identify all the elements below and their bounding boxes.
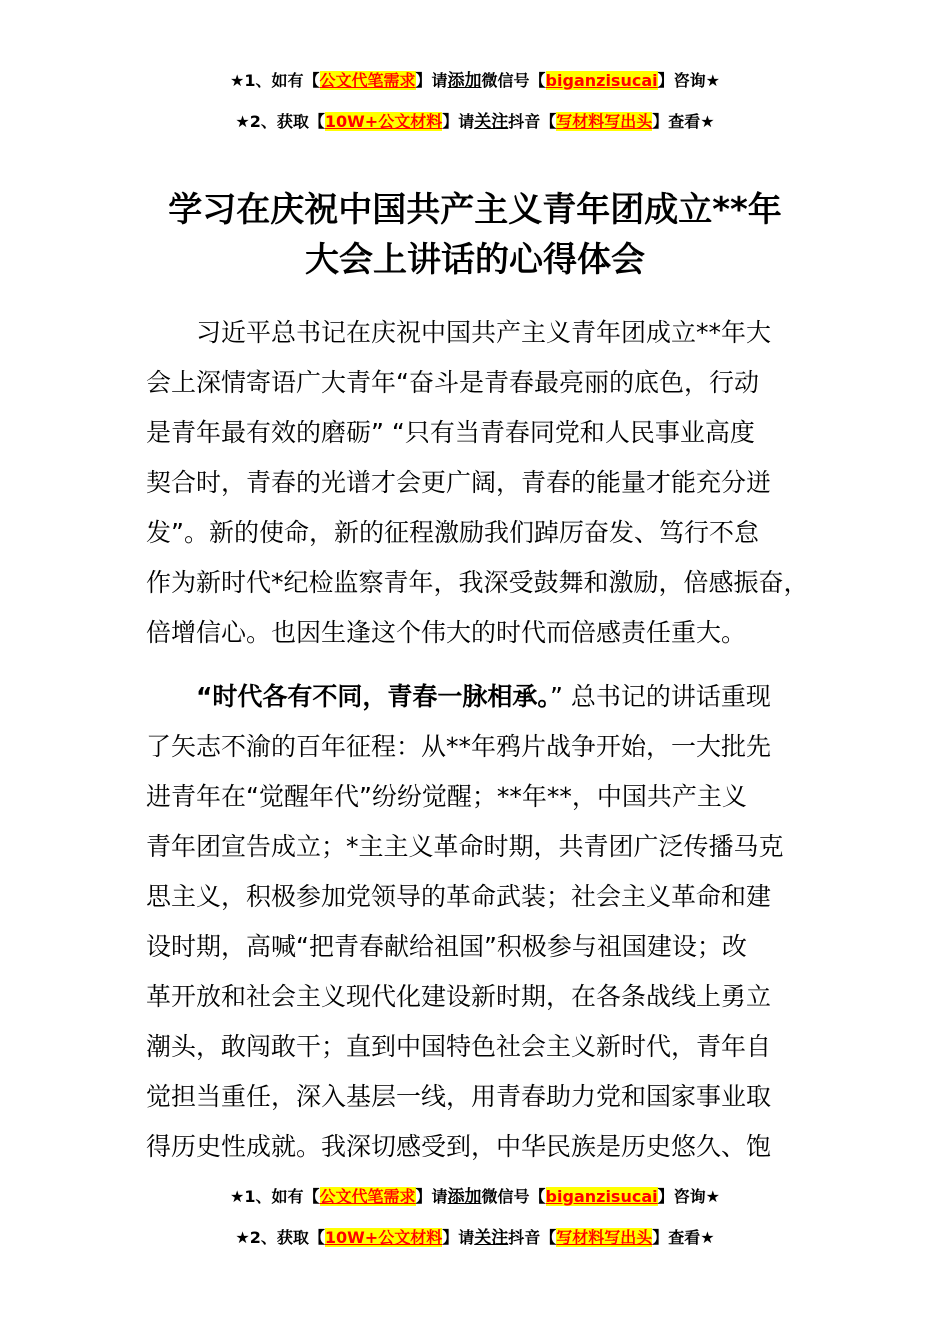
document-title-line-2: 大会上讲话的心得体会 xyxy=(305,240,645,280)
paragraph-line: 得历史性成就。我深切感受到，中华民族是历史悠久、饱 xyxy=(146,1132,772,1161)
document-title-line-1: 学习在庆祝中国共产主义青年团成立**年 xyxy=(168,190,782,230)
paragraph-line: 青年团宣告成立；*主主义革命时期，共青团广泛传播马克 xyxy=(146,832,784,861)
ad-text: 微信号【 xyxy=(481,1187,546,1206)
ad-text: 2、获取【 xyxy=(249,1228,325,1247)
ad-text: 1、如有【 xyxy=(244,71,320,90)
ad-emphasis: 关注 xyxy=(474,1228,509,1248)
paragraph-line xyxy=(146,672,836,722)
ad-text: 】咨询★ xyxy=(657,71,720,90)
paragraph-line: 进青年在“觉醒年代”纷纷觉醒；**年**，中国共产主义 xyxy=(146,782,747,811)
ad-text: 】请 xyxy=(442,112,475,131)
paragraph-line: 思主义，积极参加党领导的革命武装；社会主义革命和建 xyxy=(146,882,772,911)
paragraph-line: 作为新时代*纪检监察青年，我深受鼓舞和激励，倍感振奋， xyxy=(146,568,809,597)
ad-highlight: 公文代笔需求 xyxy=(319,71,416,90)
paragraph-line: 设时期，高喊“把青春献给祖国”积极参与祖国建设；改 xyxy=(146,932,747,961)
paragraph-line: 潮头，敢闯敢干；直到中国特色社会主义新时代，青年自 xyxy=(146,1032,772,1061)
ad-text: 抖音【 xyxy=(508,112,557,131)
ad-emphasis: 添加 xyxy=(447,71,482,91)
document-body xyxy=(146,308,836,1172)
paragraph-text: ” 总书记的讲话重现 xyxy=(549,682,771,711)
paragraph-line: 发”。新的使命，新的征程激励我们踔厉奋发、笃行不怠 xyxy=(146,518,759,547)
ad-text: 】请 xyxy=(415,71,448,90)
ad-text: 2、获取【 xyxy=(249,112,325,131)
ad-text: 1、如有【 xyxy=(244,1187,320,1206)
ad-line-2-footer xyxy=(0,1227,950,1249)
ad-text: 】查看★ xyxy=(652,112,715,131)
ad-emphasis: 关注 xyxy=(474,112,509,132)
star-icon: ★ xyxy=(230,1187,245,1206)
ad-line-2 xyxy=(0,111,950,133)
paragraph-line: 是青年最有效的磨砺” “只有当青春同党和人民事业高度 xyxy=(146,418,755,447)
ad-emphasis: 添加 xyxy=(447,1187,482,1207)
paragraph-line: 习近平总书记在庆祝中国共产主义青年团成立**年大 xyxy=(196,318,772,347)
paragraph-line: 了矢志不渝的百年征程：从**年鸦片战争开始，一大批先 xyxy=(146,732,772,761)
paragraph-line: 革开放和社会主义现代化建设新时期，在各条战线上勇立 xyxy=(146,982,772,1011)
wechat-id: biganzisucai xyxy=(545,1187,658,1206)
ad-text: 】查看★ xyxy=(652,1228,715,1247)
douyin-id: 写材料写出头 xyxy=(556,112,653,131)
ad-text: 抖音【 xyxy=(508,1228,557,1247)
ad-text: 】请 xyxy=(442,1228,475,1247)
ad-line-1 xyxy=(0,70,950,92)
ad-line-1-footer xyxy=(0,1186,950,1208)
douyin-id: 写材料写出头 xyxy=(556,1228,653,1247)
paragraph-line: 契合时，青春的光谱才会更广阔，青春的能量才能充分迸 xyxy=(146,468,772,497)
ad-highlight: 10W+公文材料 xyxy=(324,112,443,131)
ad-text: 】咨询★ xyxy=(657,1187,720,1206)
wechat-id: biganzisucai xyxy=(545,71,658,90)
paragraph-line: 会上深情寄语广大青年“奋斗是青春最亮丽的底色，行动 xyxy=(146,368,759,397)
paragraph-line: 倍增信心。也因生逢这个伟大的时代而倍感责任重大。 xyxy=(146,618,747,647)
ad-text: 】请 xyxy=(415,1187,448,1206)
star-icon: ★ xyxy=(235,1228,250,1247)
paragraph-line: 觉担当重任，深入基层一线，用青春助力党和国家事业取 xyxy=(146,1082,772,1111)
ad-highlight: 10W+公文材料 xyxy=(324,1228,443,1247)
ad-highlight: 公文代笔需求 xyxy=(319,1187,416,1206)
paragraph-1 xyxy=(146,308,836,658)
ad-text: 微信号【 xyxy=(481,71,546,90)
paragraph-2 xyxy=(146,672,836,1172)
star-icon: ★ xyxy=(230,71,245,90)
star-icon: ★ xyxy=(235,112,250,131)
paragraph-lead-quote: “时代各有不同，青春一脉相承。 xyxy=(196,682,550,711)
